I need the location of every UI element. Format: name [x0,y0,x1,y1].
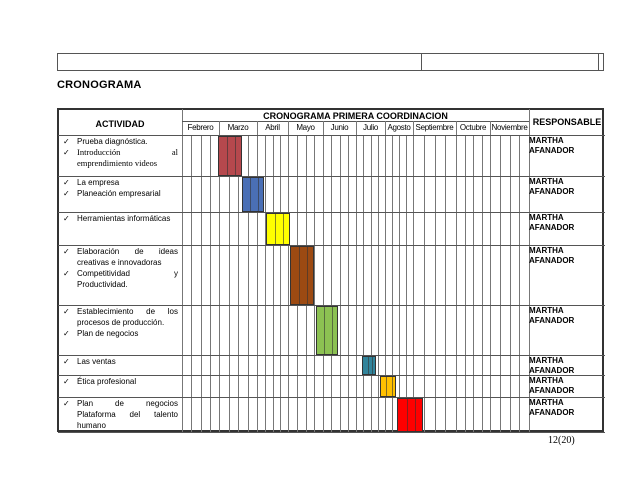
activity-item [58,147,182,169]
activity-item [58,376,182,387]
grid-line [58,432,605,433]
header-strip-divider [598,54,599,70]
activity-text: Planeación empresarial [77,189,161,198]
schedule-bar [266,213,290,245]
grid-line [314,135,315,432]
responsible-header: RESPONSABLE [532,117,602,127]
header-strip [57,53,604,71]
responsible-name: MARTHA AFANADOR [529,376,575,395]
responsible-name: MARTHA AFANADOR [529,398,575,417]
checkmark-icon: ✓ [63,377,70,386]
grid-line [191,135,192,432]
checkmark-icon: ✓ [63,357,70,366]
month-label: Agosto [387,123,411,132]
activity-item [58,188,182,199]
header-strip-divider [421,54,422,70]
activity-text: Prueba diagnóstica. [77,137,148,146]
grid-line [435,135,436,432]
page-number: 12(20) [548,435,575,446]
activity-cell [58,356,182,367]
grid-line [490,121,491,432]
activity-text: La empresa [77,178,120,187]
responsible-name: MARTHA AFANADOR [529,246,575,265]
activity-item [58,213,182,224]
activity-item [58,177,182,188]
page-title: CRONOGRAMA [57,79,142,91]
month-label: Septiembre [415,123,454,132]
grid-line [340,135,341,432]
grid-line [424,135,425,432]
grid-line [413,121,414,432]
month-label: Febrero [187,123,214,132]
activity-cell [58,398,182,431]
checkmark-icon: ✓ [63,148,70,157]
grid-line [482,135,483,432]
activity-cell [58,306,182,339]
checkmark-icon: ✓ [63,247,70,256]
grid-line [378,135,379,432]
responsible-name: MARTHA AFANADOR [529,213,575,232]
activity-cell [58,177,182,199]
grid-line [238,135,239,432]
responsible-name: MARTHA AFANADOR [529,306,575,325]
activity-cell [58,136,182,169]
responsible-name: MARTHA AFANADOR [529,356,575,375]
grid-line [280,135,281,432]
activity-cell [58,213,182,224]
month-label: Junio [330,123,349,132]
grid-line [331,135,332,432]
grid-line [323,121,324,432]
checkmark-icon: ✓ [63,189,70,198]
responsible-name: MARTHA AFANADOR [529,136,575,155]
grid-line [406,135,407,432]
activity-cell [58,376,182,387]
checkmark-icon: ✓ [63,329,70,338]
grid-line [265,135,266,432]
schedule-bar [316,306,338,355]
schedule-bar [290,246,314,305]
activity-text: Plan de negocios Plataforma del talento humano [77,399,178,430]
month-label: Noviembre [491,123,528,132]
activity-item [58,246,182,268]
grid-line [445,135,446,432]
activity-text: Plan de negocios [77,329,139,338]
responsible-name: MARTHA AFANADOR [529,177,575,196]
activity-item [58,306,182,328]
grid-line [473,135,474,432]
schedule-header: CRONOGRAMA PRIMERA COORDINACION [263,111,448,121]
month-label: Octubre [459,123,487,132]
grid-line [257,121,258,432]
grid-line [182,109,183,432]
schedule-bar [397,398,423,432]
grid-line [371,135,372,432]
activity-text: Herramientas informáticas [77,214,171,223]
month-label: Mayo [296,123,315,132]
grid-line [356,121,357,432]
grid-line [210,135,211,432]
checkmark-icon: ✓ [63,269,70,278]
activity-text: Elaboración de ideas creativas e innovadoras [77,247,178,267]
grid-line [510,135,511,432]
grid-line [363,135,364,432]
month-label: Marzo [227,123,249,132]
month-label: Julio [363,123,378,132]
grid-line [229,135,230,432]
activity-header: ACTIVIDAD [95,119,145,129]
grid-line [519,135,520,432]
schedule-bar [380,376,396,397]
grid-line [288,121,289,432]
checkmark-icon: ✓ [63,399,70,408]
activity-item [58,356,182,367]
activity-text: Competitividad y Productividad. [77,269,178,289]
activity-item [58,398,182,431]
schedule-bar [218,136,242,176]
month-label: Abril [265,123,280,132]
grid-line [456,121,457,432]
grid-line [399,135,400,432]
schedule-bar [362,356,376,375]
grid-line [348,135,349,432]
activity-text: Ética profesional [77,377,137,386]
activity-item [58,268,182,290]
checkmark-icon: ✓ [63,214,70,223]
activity-item [58,136,182,147]
activity-text: Introducción al emprendimiento videos [77,147,178,168]
grid-line [273,135,274,432]
checkmark-icon: ✓ [63,178,70,187]
checkmark-icon: ✓ [63,137,70,146]
activity-item [58,328,182,339]
grid-line [465,135,466,432]
grid-line [201,135,202,432]
checkmark-icon: ✓ [63,307,70,316]
activity-text: Las ventas [77,357,116,366]
grid-line [500,135,501,432]
schedule-bar [242,177,264,212]
schedule-table [57,108,604,432]
activity-cell [58,246,182,290]
activity-text: Establecimiento de los procesos de producción. [77,307,178,327]
